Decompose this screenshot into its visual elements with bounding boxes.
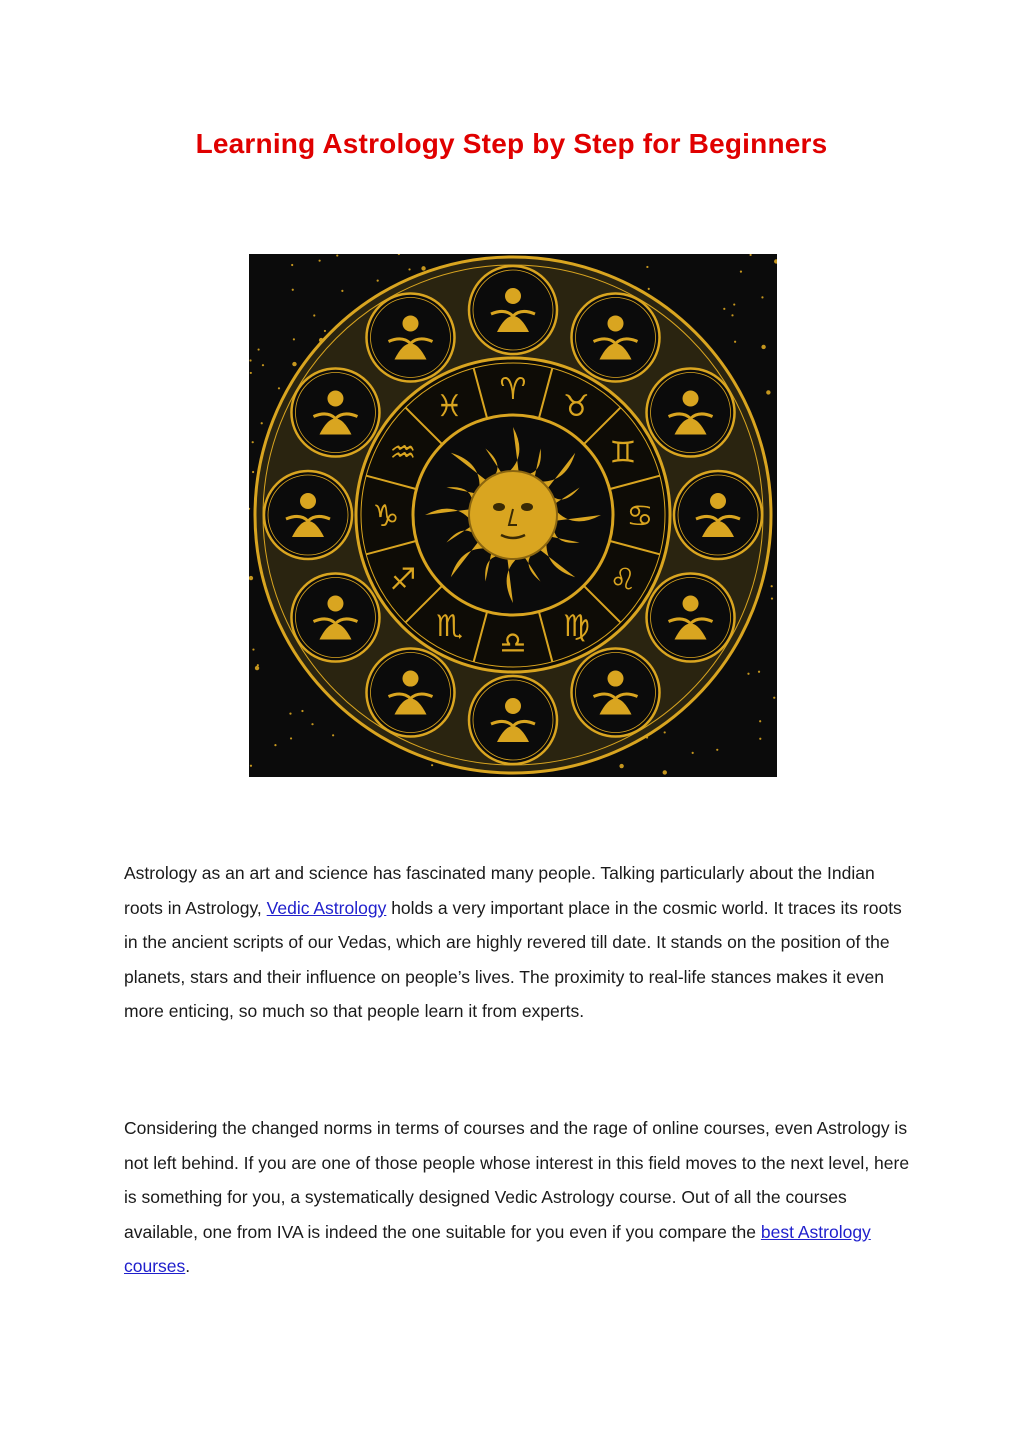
star-icon: [252, 471, 254, 473]
paragraph-text: Considering the changed norms in terms of courses and the rage of online courses, even Astrology is not left behind. If you are one of those people whose interest in this field moves to the next level, here is something for you, a systematically designed Vedic Astrology course. Out of all the courses available, one from IVA is indeed the one suitable for you even if you compare the: [124, 1118, 910, 1242]
zodiac-medallion-icon: [264, 471, 352, 559]
zodiac-glyph-icon: ♋: [626, 499, 654, 534]
best-astrology-courses-link[interactable]: best Astrology courses: [124, 1221, 871, 1276]
zodiac-glyph-icon: ♏: [436, 608, 463, 644]
zodiac-medallion-icon: [647, 369, 735, 457]
zodiac-medallion-icon: [572, 293, 660, 381]
star-icon: [408, 268, 410, 270]
star-icon: [278, 387, 280, 389]
star-icon: [291, 264, 293, 266]
zodiac-medallion-icon: [291, 574, 379, 662]
paragraph-text: .: [185, 1256, 191, 1276]
zodiac-glyph-icon: ♑: [372, 499, 400, 534]
star-icon: [731, 314, 733, 316]
zodiac-glyph-icon: ♓: [436, 389, 463, 425]
star-icon: [261, 422, 263, 424]
star-icon: [758, 671, 760, 673]
star-icon: [663, 770, 667, 774]
star-icon: [319, 260, 321, 262]
star-icon: [619, 764, 623, 768]
star-icon: [336, 254, 338, 256]
zodiac-medallion-icon: [572, 649, 660, 737]
star-icon: [255, 666, 259, 670]
star-icon: [766, 390, 770, 394]
star-icon: [292, 362, 296, 366]
star-icon: [723, 308, 725, 310]
star-icon: [761, 296, 763, 298]
zodiac-medallion-icon: [674, 471, 762, 559]
zodiac-medallion-icon: [367, 293, 455, 381]
star-icon: [252, 441, 254, 443]
star-icon: [289, 713, 291, 715]
zodiac-wheel-image: [249, 254, 777, 777]
zodiac-glyph-icon: ♌: [609, 562, 637, 598]
zodiac-wheel-svg: [249, 254, 777, 777]
star-icon: [740, 271, 742, 273]
star-icon: [431, 764, 433, 766]
star-icon: [648, 288, 650, 290]
star-icon: [290, 737, 292, 739]
star-icon: [274, 744, 276, 746]
star-icon: [664, 731, 666, 733]
vedic-astrology-link[interactable]: Vedic Astrology: [266, 897, 387, 918]
star-icon: [761, 345, 765, 349]
star-icon: [421, 266, 425, 270]
star-icon: [377, 280, 379, 282]
star-icon: [747, 673, 749, 675]
zodiac-medallion-icon: [291, 369, 379, 457]
star-icon: [692, 752, 694, 754]
star-icon: [759, 738, 761, 740]
star-icon: [734, 341, 736, 343]
zodiac-medallion-icon: [367, 649, 455, 737]
zodiac-glyph-icon: ♉: [563, 389, 590, 425]
star-icon: [332, 734, 334, 736]
star-icon: [313, 314, 315, 316]
star-icon: [257, 348, 259, 350]
zodiac-glyph-icon: ♐: [389, 562, 417, 598]
page-title: Learning Astrology Step by Step for Beginners: [195, 128, 828, 159]
star-icon: [716, 749, 718, 751]
paragraph-text: Astrology as an art and science has fascinated many people. Talking particularly about the Indian roots in Astrology,: [124, 863, 875, 918]
star-icon: [733, 303, 735, 305]
zodiac-glyph-icon: ♍: [563, 608, 590, 644]
star-icon: [646, 266, 648, 268]
zodiac-glyph-icon: ♎: [499, 626, 527, 661]
star-icon: [262, 364, 264, 366]
zodiac-glyph-icon: ♊: [609, 435, 637, 471]
zodiac-medallion-icon: [647, 574, 735, 662]
star-icon: [301, 710, 303, 712]
star-icon: [311, 723, 313, 725]
star-icon: [293, 338, 295, 340]
zodiac-glyph-icon: ♒: [389, 435, 417, 471]
star-icon: [250, 372, 252, 374]
star-icon: [249, 359, 251, 361]
star-icon: [773, 697, 775, 699]
star-icon: [324, 330, 326, 332]
zodiac-medallion-icon: [469, 266, 557, 354]
zodiac-medallion-icon: [469, 676, 557, 764]
star-icon: [759, 720, 761, 722]
star-icon: [250, 765, 252, 767]
paragraph-text: holds a very important place in the cosmic world. It traces its roots in the ancient scripts of our Vedas, which are highly revered till date. It stands on the position of the planets, stars and their influence on people’s lives. The proximity to real-life stances makes it even more enticing, so much so that people learn it from experts.: [124, 897, 902, 1021]
courses-paragraph: [124, 1111, 914, 1284]
zodiac-glyph-icon: ♈: [499, 372, 527, 407]
star-icon: [252, 648, 254, 650]
star-icon: [341, 290, 343, 292]
star-icon: [771, 585, 773, 587]
intro-paragraph: [124, 856, 914, 1029]
star-icon: [771, 597, 773, 599]
star-icon: [292, 289, 294, 291]
